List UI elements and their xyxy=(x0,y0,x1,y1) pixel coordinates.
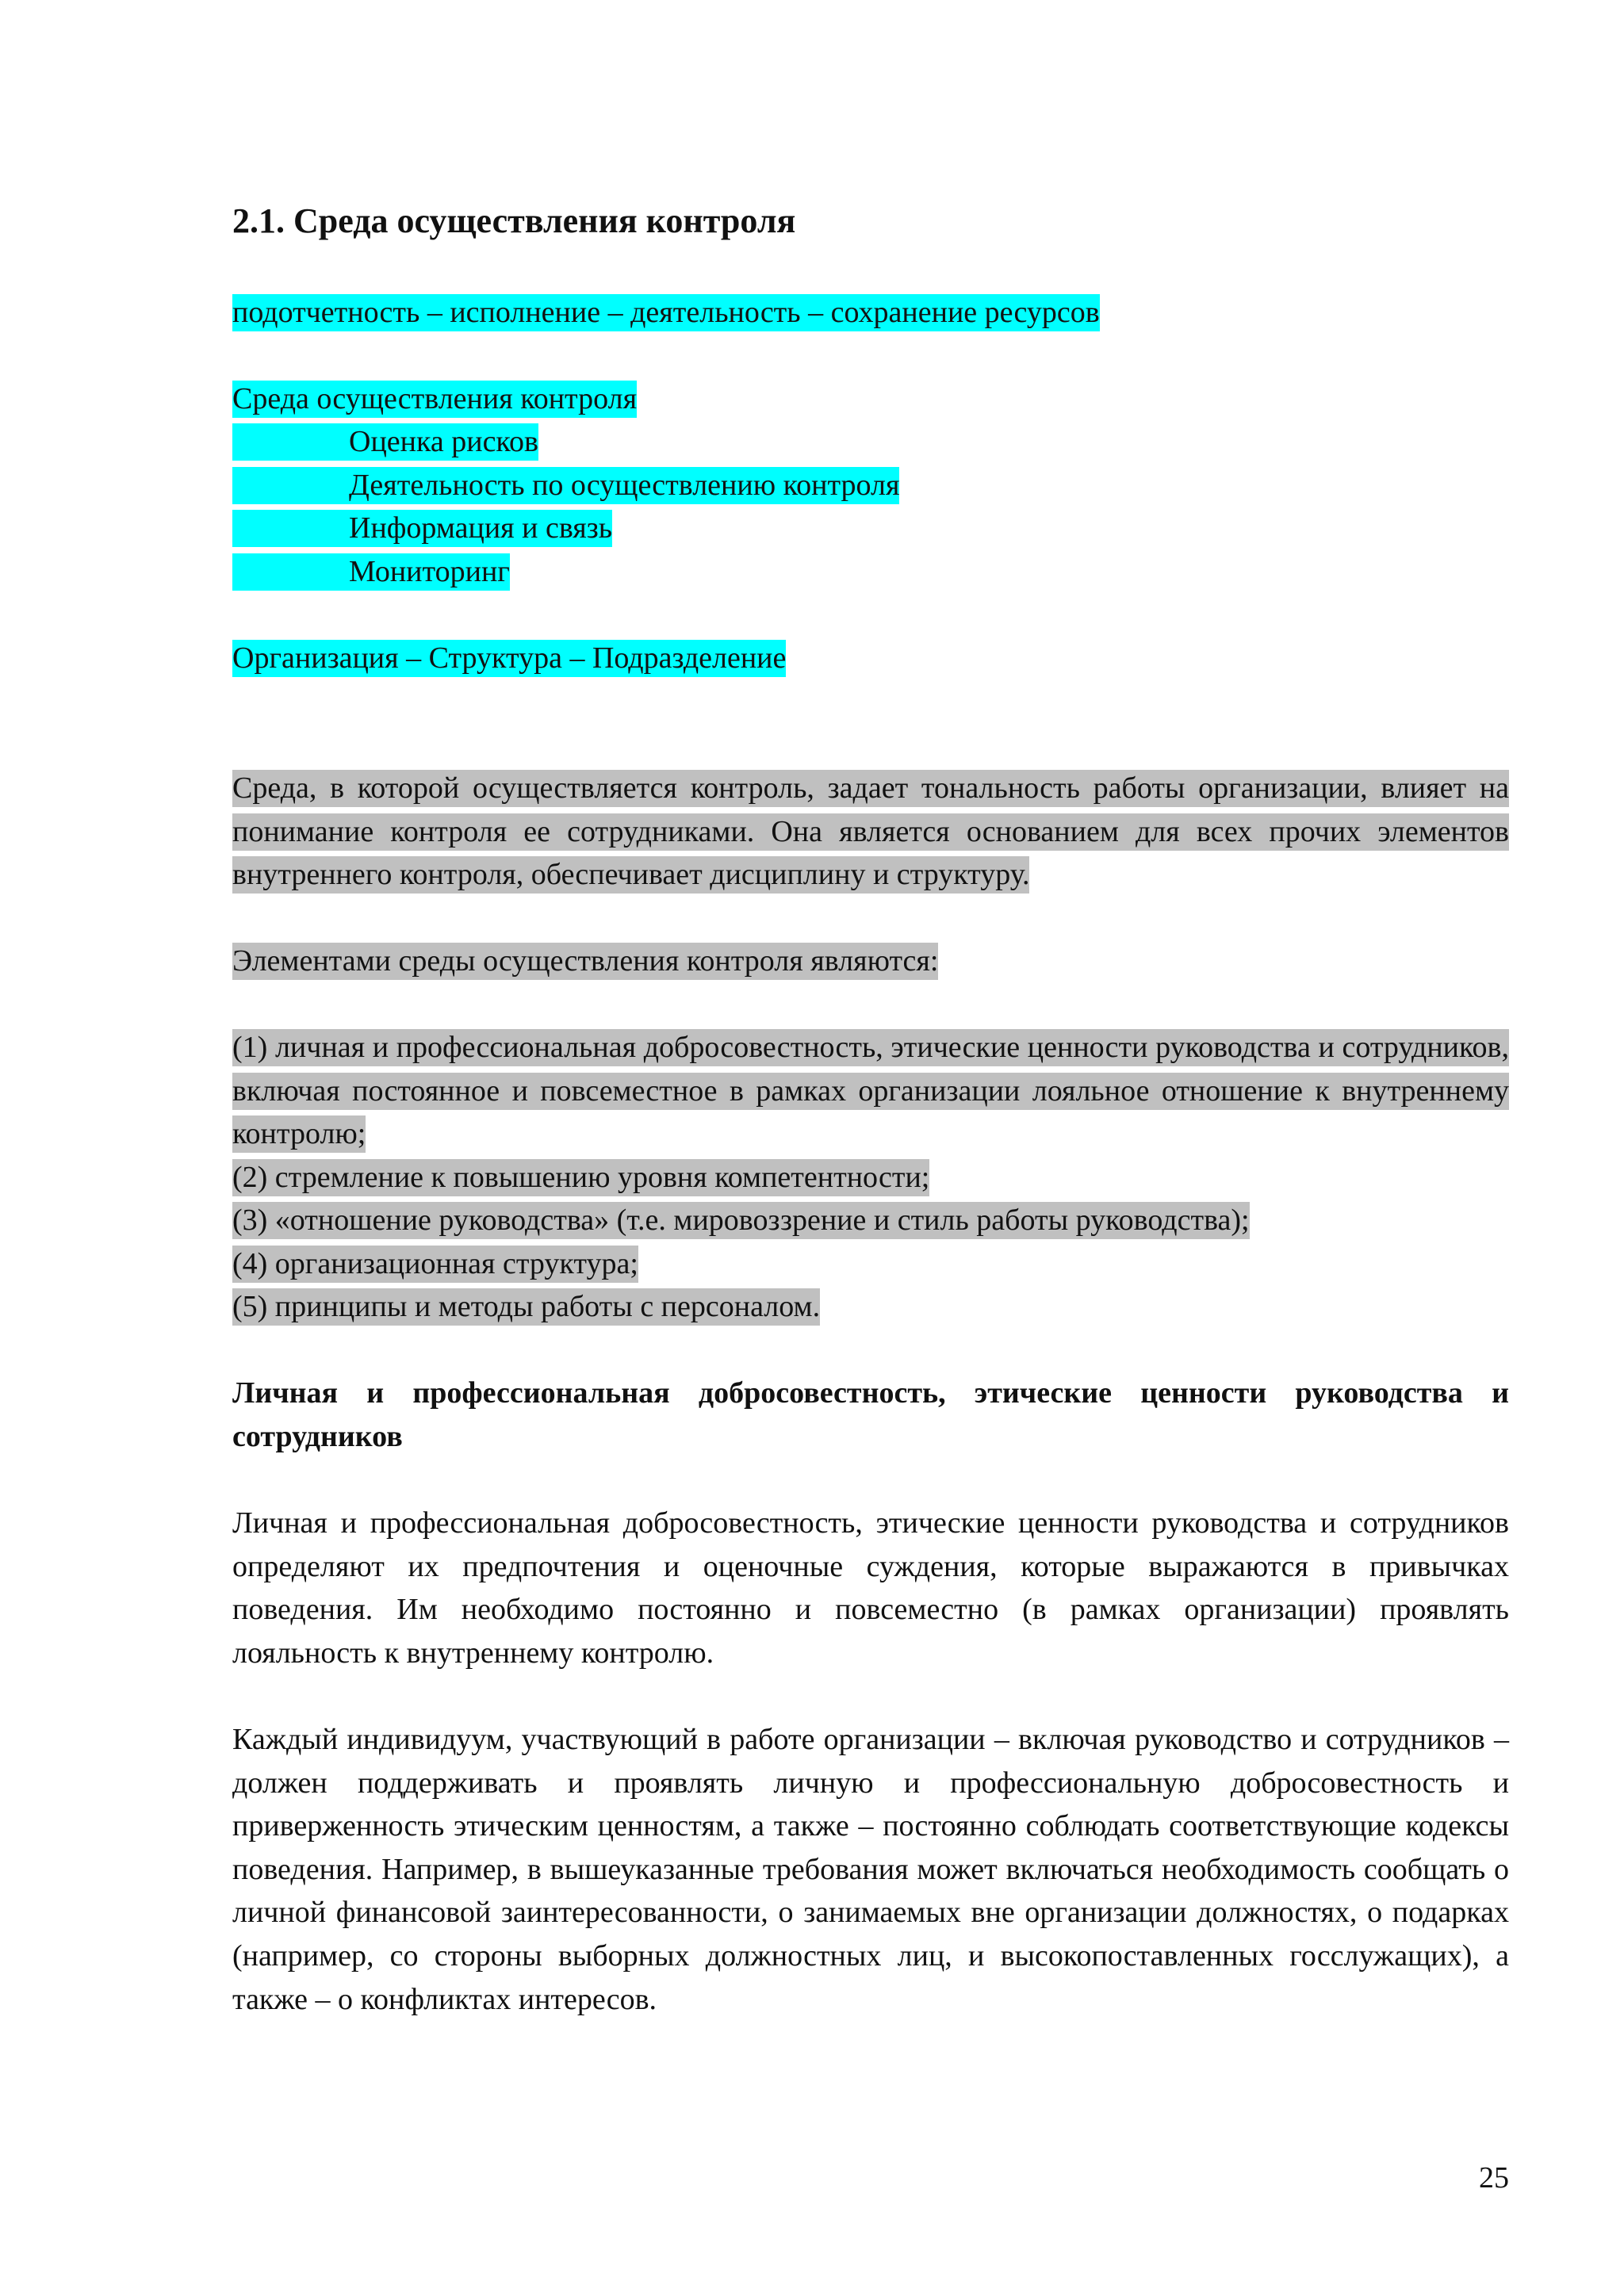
note-component-highlight xyxy=(232,467,899,504)
intro-paragraph-text: Среда, в которой осуществляется контроль, задает тональность работы организации, влияет на понимание контроля ее сотрудниками. Она является основанием для всех прочих элементов внутреннего контроля, обеспечивает дисциплину и структуру. xyxy=(232,770,1509,894)
elements-list-item xyxy=(232,1199,1509,1242)
note-component-highlight xyxy=(232,510,612,547)
elements-list-item-text: (3) «отношение руководства» (т.е. мировоззрение и стиль работы руководства); xyxy=(232,1202,1250,1239)
elements-lead-text: Элементами среды осуществления контроля являются: xyxy=(232,943,938,980)
note-component-item xyxy=(232,424,538,459)
elements-list-item xyxy=(232,1285,1509,1329)
elements-list-item xyxy=(232,1156,1509,1200)
note-component-text: Оценка рисков xyxy=(349,425,538,458)
note-component-text: Мониторинг xyxy=(349,555,510,588)
elements-lead xyxy=(232,939,1509,983)
note-chain-text: подотчетность – исполнение – деятельность – сохранение ресурсов xyxy=(232,294,1100,331)
elements-list-item-text: (4) организационная структура; xyxy=(232,1246,638,1283)
note-components-title xyxy=(232,381,637,416)
subsection-heading: Личная и профессиональная добросовестность, этические ценности руководства и сотрудников xyxy=(232,1376,1509,1453)
note-component-item xyxy=(232,468,899,503)
note-component-text: Информация и связь xyxy=(349,511,613,545)
note-component-text: Деятельность по осуществлению контроля xyxy=(349,469,900,502)
elements-list-item xyxy=(232,1242,1509,1286)
note-org-chain-text: Организация – Структура – Подразделение xyxy=(232,640,786,677)
body-paragraph: Личная и профессиональная добросовестность, этические ценности руководства и сотрудников определяют их предпочтения и оценочные суждения, которые выражаются в привычках поведения. Им необходимо постоянно и повсеместно (в рамках организации) проявлять лояльность к внутреннему контролю. xyxy=(232,1506,1509,1670)
section-heading: 2.1. Среда осуществления контроля xyxy=(232,201,796,240)
note-chain xyxy=(232,295,1100,330)
elements-list-item-text: (5) принципы и методы работы с персоналом. xyxy=(232,1288,820,1326)
elements-list-item-text: (1) личная и профессиональная добросовестность, этические ценности руководства и сотрудников, включая постоянное и повсеместное в рамках организации лояльное отношение к внутреннему контролю; xyxy=(232,1029,1509,1153)
body-paragraph: Каждый индивидуум, участвующий в работе организации – включая руководство и сотрудников – должен поддерживать и проявлять личную и профессиональную добросовестность и приверженность этическим ценностям, а также – постоянно соблюдать соответствующие кодексы поведения. Например, в вышеуказанные требования может включаться необходимость сообщать о личной финансовой заинтересованности, о занимаемых вне организации должностях, о подарках (например, со стороны выборных должностных лиц, и высокопоставленных госслужащих), а также – о конфликтах интересов. xyxy=(232,1723,1509,2016)
note-org-chain xyxy=(232,641,786,675)
note-component-item xyxy=(232,554,510,589)
note-component-item xyxy=(232,511,612,545)
intro-paragraph xyxy=(232,767,1509,897)
note-component-highlight xyxy=(232,553,510,591)
note-components-title-text: Среда осуществления контроля xyxy=(232,381,637,418)
elements-list-item-text: (2) стремление к повышению уровня компетентности; xyxy=(232,1159,929,1196)
page-number: 25 xyxy=(1479,2161,1509,2195)
note-component-highlight xyxy=(232,423,538,461)
elements-list-item xyxy=(232,1026,1509,1156)
